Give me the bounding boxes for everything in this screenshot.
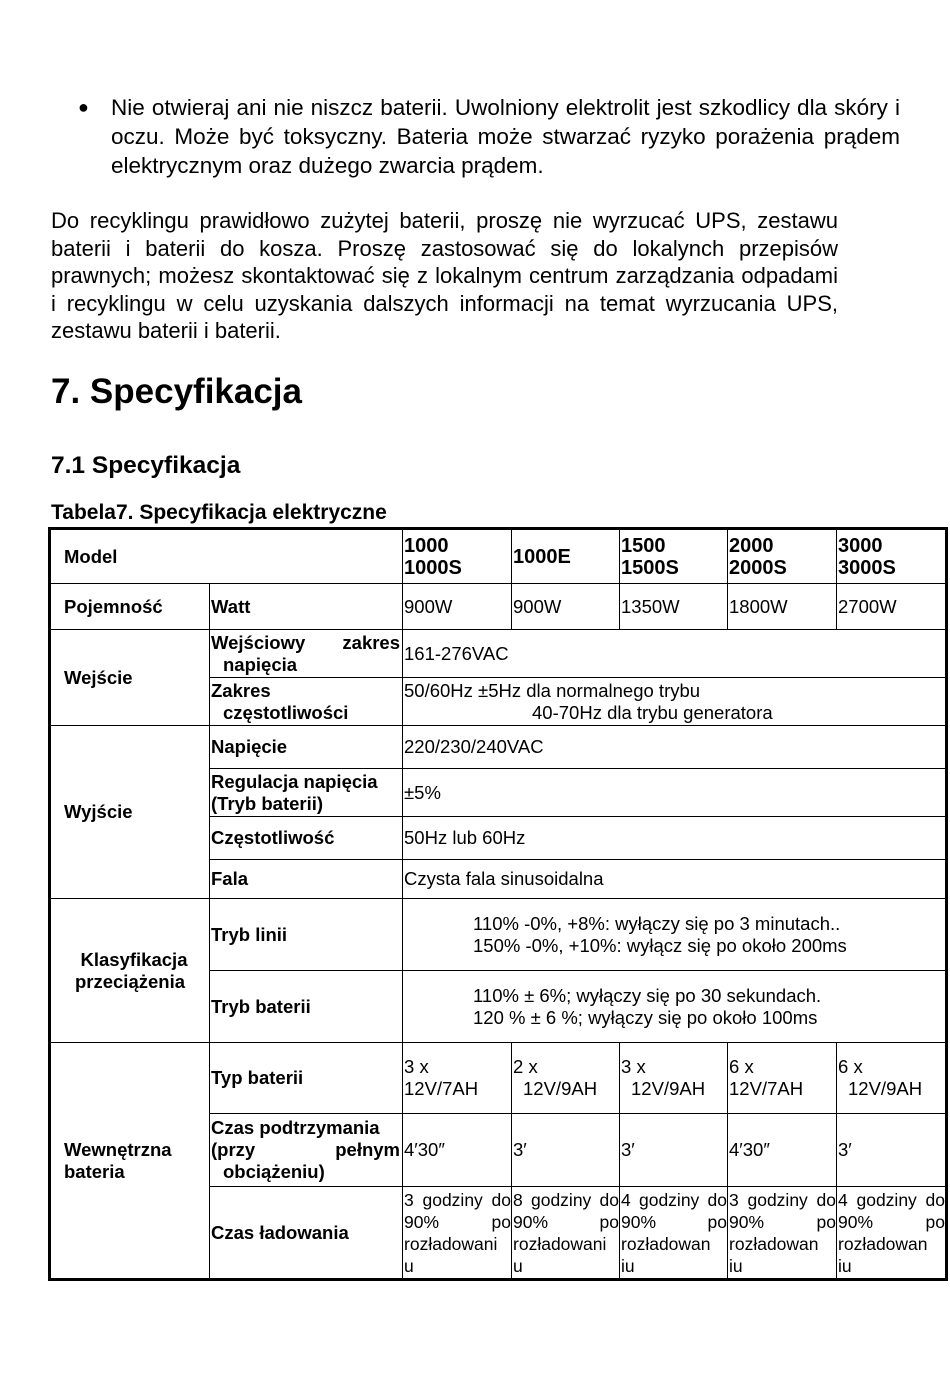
table-row-model xyxy=(50,529,947,584)
battery-backup-value: 3′ xyxy=(837,1114,947,1187)
output-wave-label: Fala xyxy=(210,860,403,899)
battery-charge-label: Czas ładowania xyxy=(210,1187,403,1280)
recycling-paragraph: Do recyklingu prawidłowo zużytej baterii, proszę nie wyrzucać UPS, zestawu baterii i baterii do kosza. Proszę zastosować się do lokalynch przepisów prawnych; możesz skontaktować się z lokalnym centrum zarządzania odpadami i recyklingu w celu uzyskania dalszych informacji na temat wyrzucania UPS, zestawu baterii i baterii. xyxy=(51,208,838,343)
table-row-overload-line xyxy=(50,899,947,971)
output-frequency-value: 50Hz lub 60Hz xyxy=(403,817,947,860)
output-wave-value: Czysta fala sinusoidalna xyxy=(403,860,947,899)
input-voltage-value: 161-276VAC xyxy=(403,630,947,678)
battery-charge-value: 4 godziny do 90% po rozładowan iu xyxy=(837,1187,947,1280)
model-cell: 1000 1000S xyxy=(403,529,512,584)
output-regulation-label: Regulacja napięcia (Tryb baterii) xyxy=(210,769,403,817)
battery-charge-value: 8 godziny do 90% po rozładowani u xyxy=(512,1187,620,1280)
input-frequency-label: Zakres częstotliwości xyxy=(210,678,403,726)
capacity-value: 900W xyxy=(512,584,620,630)
table-row-battery-type xyxy=(50,1043,947,1114)
battery-group: Wewnętrzna bateria xyxy=(50,1043,210,1280)
battery-charge-value: 3 godziny do 90% po rozładowan iu xyxy=(728,1187,837,1280)
capacity-value: 1350W xyxy=(620,584,728,630)
overload-line-label: Tryb linii xyxy=(210,899,403,971)
battery-type-label: Typ baterii xyxy=(210,1043,403,1114)
capacity-group: Pojemność xyxy=(50,584,210,630)
table-row-capacity xyxy=(50,584,947,630)
overload-battery-value: 110% ± 6%; wyłączy się po 30 sekundach. 120 % ± 6 %; wyłączy się po około 100ms xyxy=(403,971,947,1043)
subsection-heading: 7.1 Specyfikacja xyxy=(51,452,241,479)
battery-backup-value: 3′ xyxy=(512,1114,620,1187)
output-group: Wyjście xyxy=(50,726,210,899)
battery-charge-value: 3 godziny do 90% po rozładowani u xyxy=(403,1187,512,1280)
spec-table xyxy=(48,527,948,1281)
input-frequency-value: 50/60Hz ±5Hz dla normalnego trybu 40-70Hz dla trybu generatora xyxy=(403,678,947,726)
battery-type-value: 6 x 12V/9AH xyxy=(837,1043,947,1114)
capacity-value: 1800W xyxy=(728,584,837,630)
overload-line-value: 110% -0%, +8%: wyłączy się po 3 minutach.. 150% -0%, +10%: wyłącz się po około 200ms xyxy=(403,899,947,971)
table-row-output-voltage xyxy=(50,726,947,769)
battery-type-value: 2 x 12V/9AH xyxy=(512,1043,620,1114)
model-cell: 2000 2000S xyxy=(728,529,837,584)
table-row-input-voltage xyxy=(50,630,947,678)
capacity-label: Watt xyxy=(210,584,403,630)
input-group: Wejście xyxy=(50,630,210,726)
model-label: Model xyxy=(50,529,403,584)
overload-group: Klasyfikacja przeciążenia xyxy=(50,899,210,1043)
model-cell: 1000E xyxy=(512,529,620,584)
bullet-icon: ● xyxy=(78,97,89,117)
battery-backup-value: 4′30″ xyxy=(728,1114,837,1187)
overload-battery-label: Tryb baterii xyxy=(210,971,403,1043)
battery-charge-value: 4 godziny do 90% po rozładowan iu xyxy=(620,1187,728,1280)
output-voltage-label: Napięcie xyxy=(210,726,403,769)
battery-type-value: 3 x 12V/9AH xyxy=(620,1043,728,1114)
capacity-value: 900W xyxy=(403,584,512,630)
section-heading: 7. Specyfikacja xyxy=(51,372,302,411)
bullet-item xyxy=(78,93,900,180)
output-frequency-label: Częstotliwość xyxy=(210,817,403,860)
battery-backup-value: 4′30″ xyxy=(403,1114,512,1187)
battery-type-value: 3 x 12V/7AH xyxy=(403,1043,512,1114)
battery-backup-value: 3′ xyxy=(620,1114,728,1187)
battery-backup-label: Czas podtrzymania (przy pełnym obciążeniu) xyxy=(210,1114,403,1187)
output-regulation-value: ±5% xyxy=(403,769,947,817)
input-voltage-label: Wejściowy zakres napięcia xyxy=(210,630,403,678)
capacity-value: 2700W xyxy=(837,584,947,630)
table-caption: Tabela7. Specyfikacja elektryczne xyxy=(51,501,387,524)
bullet-text: Nie otwieraj ani nie niszcz baterii. Uwolniony elektrolit jest szkodlicy dla skóry i oczu. Może być toksyczny. Bateria może stwarzać ryzyko porażenia prądem elektrycznym oraz dużego zwarcia prądem. xyxy=(111,95,900,178)
battery-type-value: 6 x 12V/7AH xyxy=(728,1043,837,1114)
output-voltage-value: 220/230/240VAC xyxy=(403,726,947,769)
model-cell: 3000 3000S xyxy=(837,529,947,584)
model-cell: 1500 1500S xyxy=(620,529,728,584)
